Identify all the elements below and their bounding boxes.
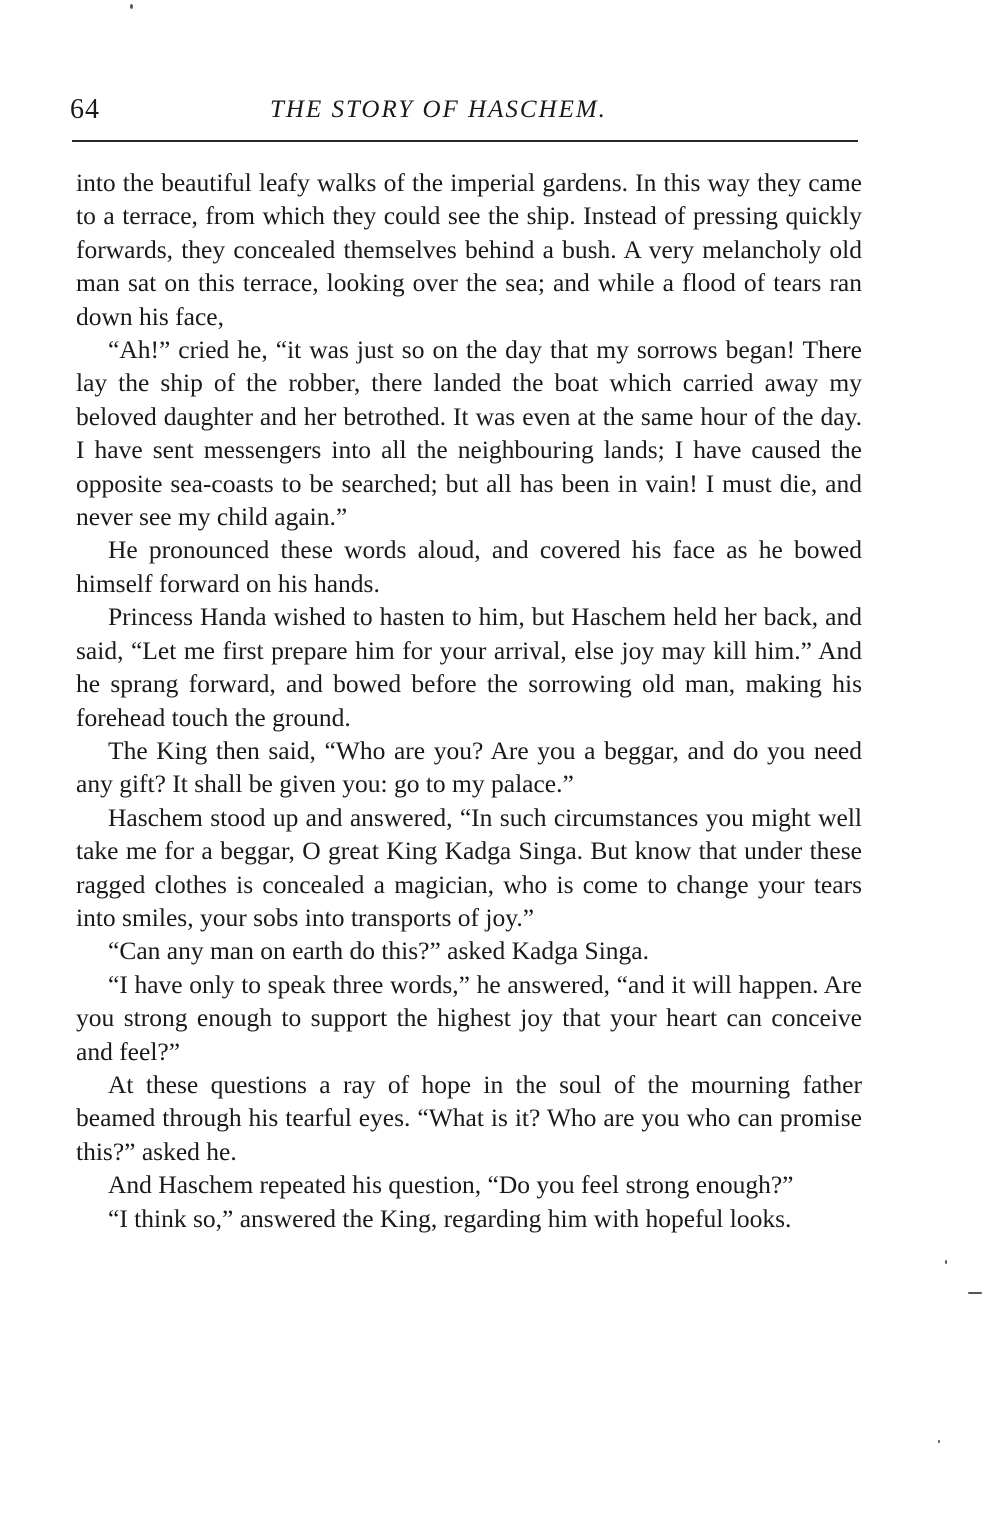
paragraph: The King then said, “Who are you? Are you a beggar, and do you need any gift? It shall be given you: go to my palace.”	[76, 735, 862, 799]
page-number: 64	[70, 94, 100, 125]
paragraph: “I have only to speak three words,” he answered, “and it will happen. Are you strong enough to support the highest joy that your heart can conceive and feel?”	[76, 969, 862, 1066]
paragraph: “I think so,” answered the King, regarding him with hopeful looks.	[108, 1203, 792, 1233]
paragraph: Princess Handa wished to hasten to him, but Haschem held her back, and said, “Let me first prepare him for your arrival, else joy may kill him.” And he sprang forward, and bowed before the sorrowing old man, making his forehead touch the ground.	[76, 602, 862, 732]
header-rule	[72, 140, 858, 142]
paragraph: into the beautiful leafy walks of the imperial gardens. In this way they came to a terrace, from which they could see the ship. Instead of pressing quickly forwards, they concealed themselves behind a bush. A very melancholy old man sat on this terrace, looking over the sea; and while a flood of tears ran down his face,	[76, 168, 862, 331]
paragraph: And Haschem repeated his question, “Do you feel strong enough?”	[108, 1170, 794, 1200]
paragraph: At these questions a ray of hope in the soul of the mourning father beamed through his tearful eyes. “What is it? Who are you who can promise this?” asked he.	[76, 1069, 862, 1166]
body-text	[76, 166, 862, 1235]
scan-speck	[938, 1440, 940, 1443]
paragraph: “Can any man on earth do this?” asked Kadga Singa.	[108, 936, 650, 966]
paragraph: Haschem stood up and answered, “In such circumstances you might well take me for a beggar, O great King Kadga Singa. But know that under these ragged clothes is concealed a magician, who is come to change your tears into smiles, your sobs into transports of joy.”	[76, 802, 862, 932]
page-header	[70, 94, 860, 134]
paragraph: “Ah!” cried he, “it was just so on the day that my sorrows began! There lay the ship of the robber, there landed the boat which carried away my beloved daughter and her betrothed. It was even at the same hour of the day. I have sent messengers into all the neighbouring lands; I have caused the opposite sea-coasts to be searched; but all has been in vain! I must die, and never see my child again.”	[76, 335, 862, 532]
scan-speck	[968, 1292, 982, 1294]
scan-speck	[945, 1260, 947, 1264]
scan-speck	[130, 4, 133, 9]
running-title: THE STORY OF HASCHEM.	[270, 96, 607, 123]
paragraph: He pronounced these words aloud, and covered his face as he bowed himself forward on his hands.	[76, 535, 862, 598]
